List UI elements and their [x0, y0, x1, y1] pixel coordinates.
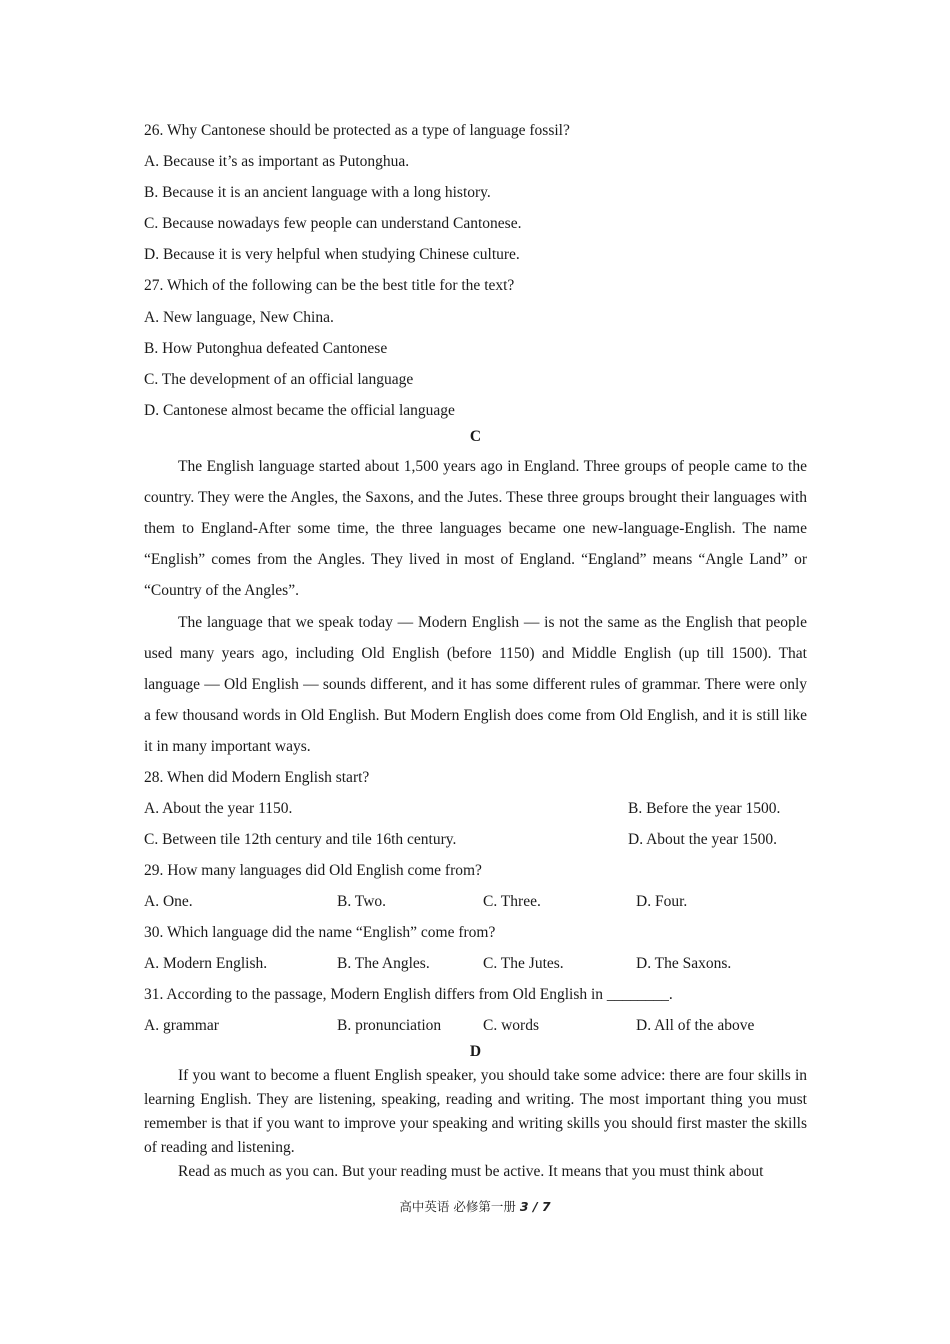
question-26: 26. Why Cantonese should be protected as a type of language fossil?	[144, 122, 570, 139]
q29-option-b: B. Two.	[337, 893, 387, 910]
question-30: 30. Which language did the name “English” come from?	[144, 924, 496, 941]
section-d-paragraph-1: If you want to become a fluent English speaker, you should take some advice: there are four skills in learning English. They are listening, speaking, reading and writing. The most important thing you must remember is that if you want to improve your speaking and writing skills you should first master the skills of reading and listening.	[144, 1067, 807, 1156]
page-footer	[0, 1197, 950, 1215]
q28-option-b: B. Before the year 1500.	[628, 800, 781, 817]
q27-option-b: B. How Putonghua defeated Cantonese	[144, 340, 388, 357]
q27-option-d: D. Cantonese almost became the official language	[144, 402, 455, 419]
section-d-heading: D	[469, 1043, 482, 1060]
q31-option-b: B. pronunciation	[337, 1017, 442, 1034]
q29-option-d: D. Four.	[636, 893, 688, 910]
q26-option-b: B. Because it is an ancient language with a long history.	[144, 184, 491, 201]
q30-option-d: D. The Saxons.	[636, 955, 732, 972]
footer-label: 高中英语 必修第一册	[399, 1199, 516, 1214]
q28-option-c: C. Between tile 12th century and tile 16th century.	[144, 831, 457, 848]
question-27: 27. Which of the following can be the best title for the text?	[144, 277, 515, 294]
q29-option-c: C. Three.	[483, 893, 541, 910]
q30-option-c: C. The Jutes.	[483, 955, 564, 972]
q26-option-d: D. Because it is very helpful when studying Chinese culture.	[144, 246, 520, 263]
section-c-paragraph-1: The English language started about 1,500 years ago in England. Three groups of people came to the country. They were the Angles, the Saxons, and the Jutes. These three groups brought their languages with them to England-After some time, the three languages became one new-language-English. The name “English” comes from the Angles. They lived in most of England. “England” means “Angle Land” or “Country of the Angles”.	[144, 458, 807, 599]
section-d-paragraph-2: Read as much as you can. But your reading must be active. It means that you must think about	[178, 1163, 764, 1180]
question-29: 29. How many languages did Old English come from?	[144, 862, 482, 879]
q31-option-d: D. All of the above	[636, 1017, 755, 1034]
question-31: 31. According to the passage, Modern English differs from Old English in ________.	[144, 986, 673, 1003]
q27-option-a: A. New language, New China.	[144, 309, 334, 326]
q31-option-c: C. words	[483, 1017, 539, 1034]
q27-option-c: C. The development of an official language	[144, 371, 414, 388]
q28-option-a: A. About the year 1150.	[144, 800, 293, 817]
question-28: 28. When did Modern English start?	[144, 769, 370, 786]
q26-option-c: C. Because nowadays few people can understand Cantonese.	[144, 215, 522, 232]
q29-option-a: A. One.	[144, 893, 193, 910]
section-c-paragraph-2: The language that we speak today — Modern English — is not the same as the English that people used many years ago, including Old English (before 1150) and Middle English (up till 1500). That language — Old English — sounds different, and it has some different rules of grammar. There were only a few thousand words in Old English. But Modern English does come from Old English, and it is still like it in many important ways.	[144, 614, 807, 755]
q26-option-a: A. Because it’s as important as Putonghua.	[144, 153, 410, 170]
page-number: 3 / 7	[519, 1199, 551, 1214]
q30-option-b: B. The Angles.	[337, 955, 430, 972]
q28-option-d: D. About the year 1500.	[628, 831, 777, 848]
q30-option-a: A. Modern English.	[144, 955, 268, 972]
section-c-heading: C	[469, 428, 482, 445]
q31-option-a: A. grammar	[144, 1017, 219, 1034]
